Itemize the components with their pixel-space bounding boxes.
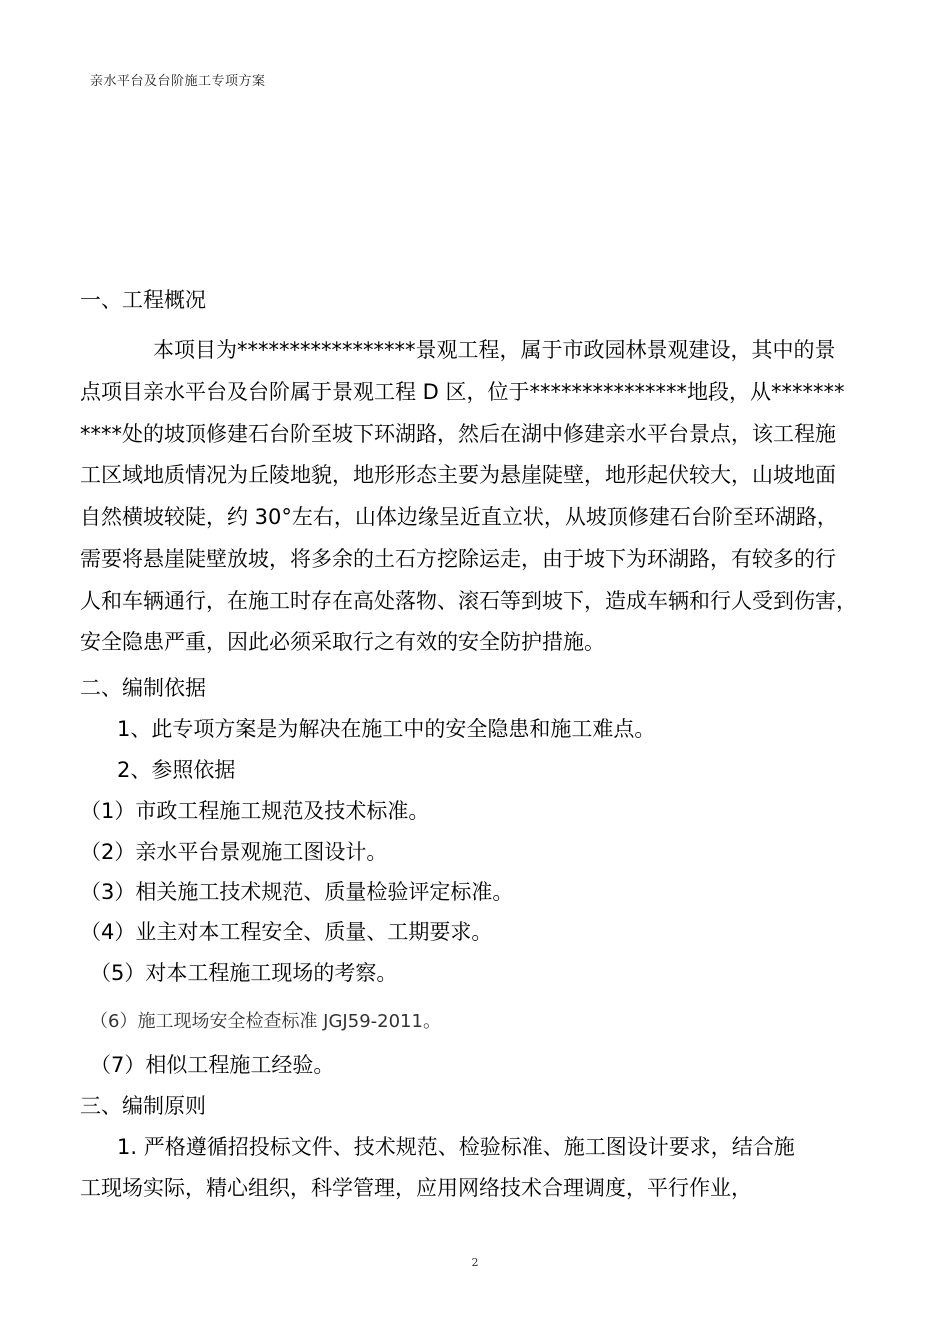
reference-item-5: （5）对本工程施工现场的考察。	[90, 961, 398, 985]
reference-item-6: （6）施工现场安全检查标准 JGJ59-2011。	[90, 1011, 441, 1032]
reference-item-2: （2）亲水平台景观施工图设计。	[80, 840, 388, 864]
reference-item-4: （4）业主对本工程安全、质量、工期要求。	[80, 920, 493, 944]
running-header: 亲水平台及台阶施工专项方案	[90, 74, 266, 89]
section-1-line-8: 安全隐患严重，因此必须采取行之有效的安全防护措施。	[80, 630, 605, 654]
basis-item-1: 1、此专项方案是为解决在施工中的安全隐患和施工难点。	[117, 717, 656, 741]
section-1-line-2: 点项目亲水平台及台阶属于景观工程 D 区，位于***************地段，从*******	[80, 380, 845, 404]
page-number: 2	[471, 1256, 479, 1269]
section-1-title: 一、工程概况	[80, 288, 206, 312]
section-1-line-4: 工区域地质情况为丘陵地貌，地形形态主要为悬崖陡壁，地形起伏较大，山坡地面	[80, 463, 836, 487]
basis-item-2: 2、参照依据	[117, 758, 236, 782]
section-3-title: 三、编制原则	[80, 1094, 206, 1118]
reference-item-1: （1）市政工程施工规范及技术标准。	[80, 799, 430, 823]
section-1-line-3: ****处的坡顶修建石台阶至坡下环湖路，然后在湖中修建亲水平台景点，该工程施	[80, 422, 836, 446]
section-1-line-1: 本项目为*****************景观工程，属于市政园林景观建设，其中的景	[153, 338, 836, 362]
section-1-line-6: 需要将悬崖陡壁放坡，将多余的土石方挖除运走，由于坡下为环湖路，有较多的行	[80, 547, 836, 571]
section-2-title: 二、编制依据	[80, 676, 206, 700]
section-1-line-5: 自然横坡较陡，约 30°左右，山体边缘呈近直立状，从坡顶修建石台阶至环湖路，	[80, 505, 838, 529]
reference-item-3: （3）相关施工技术规范、质量检验评定标准。	[80, 880, 514, 904]
section-1-line-7: 人和车辆通行，在施工时存在高处落物、滚石等到坡下，造成车辆和行人受到伤害，	[80, 589, 857, 613]
reference-item-7: （7）相似工程施工经验。	[90, 1053, 335, 1077]
section-3-line-1: 1. 严格遵循招投标文件、技术规范、检验标准、施工图设计要求，结合施	[117, 1135, 795, 1159]
section-3-line-2: 工现场实际，精心组织，科学管理，应用网络技术合理调度，平行作业，	[80, 1176, 752, 1200]
